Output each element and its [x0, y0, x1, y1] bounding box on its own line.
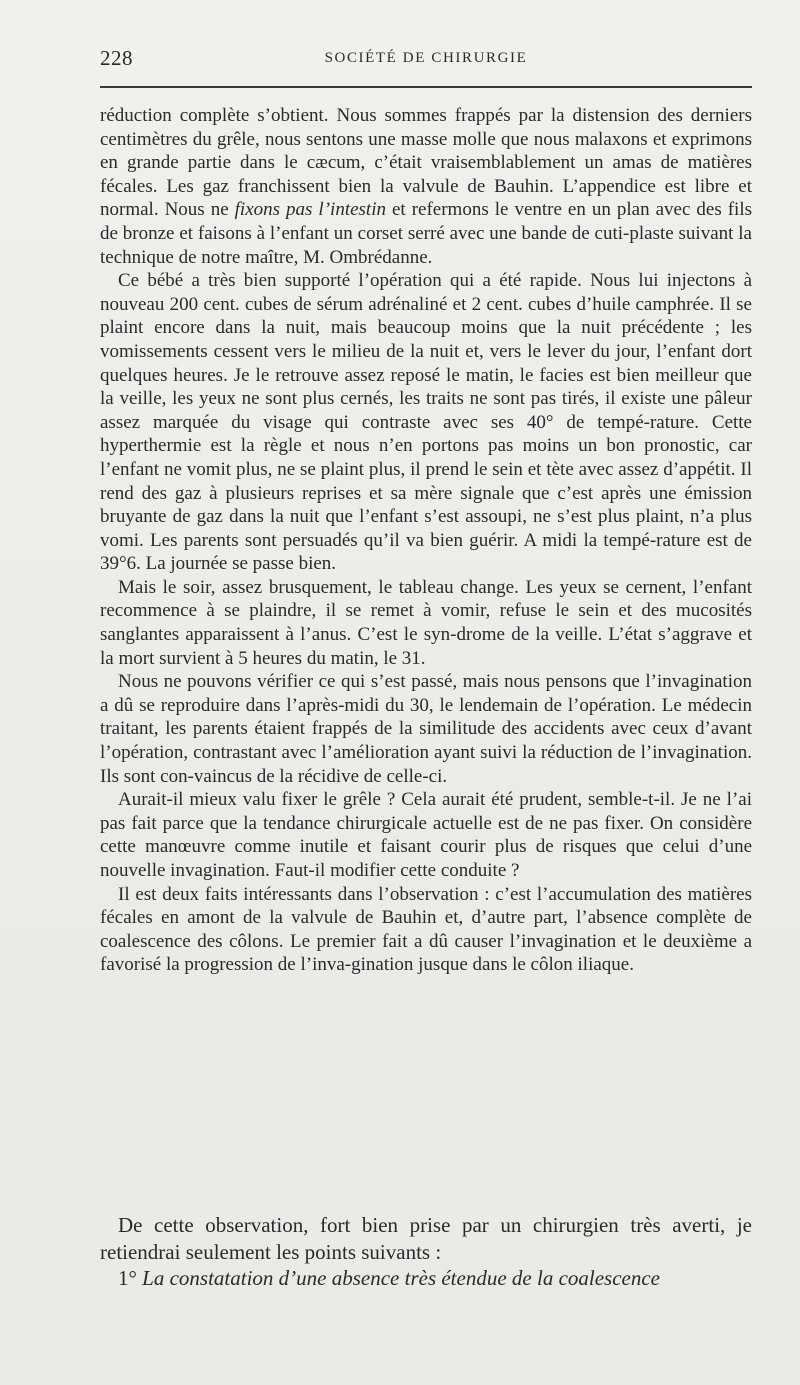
paragraph: Il est deux faits intéressants dans l’observation : c’est l’accumulation des matières fécales en amont de la valvule de Bauhin et, d’autre part, l’absence complète de coalescence des côlons. Le premier fait a dû causer l’invagination et le deuxième a favorisé la progression de l’inva-gination jusque dans le côlon iliaque. — [100, 883, 752, 976]
header-rule — [100, 86, 752, 88]
body-text — [100, 104, 752, 977]
paragraph: Aurait-il mieux valu fixer le grêle ? Cela aurait été prudent, semble-t-il. Je ne l’ai pas fait parce que la tendance chirurgicale actuelle est de ne pas fixer. On considère cette manœuvre comme inutile et faisant courir plus de risques que celui d’une nouvelle invagination. Faut-il modifier cette conduite ? — [100, 789, 752, 881]
list-number: 1° — [118, 1266, 137, 1290]
paragraph: réduction complète s’obtient. Nous sommes frappés par la distension des derniers centimètres du grêle, nous sentons une masse molle que nous malaxons et exprimons en grande partie dans le cæcum, c’était vraisemblablement un amas de matières fécales. Les gaz franchissent bien la valvule de Bauhin. L’appendice est libre et normal. Nous ne fixons pas l’intestin et refermons le ventre en un plan avec des fils de bronze et faisons à l’enfant un corset serré avec une bande de cuti-plaste suivant la technique de notre maître, M. Ombrédanne. — [100, 105, 753, 268]
running-title: SOCIÉTÉ DE CHIRURGIE — [324, 50, 528, 66]
list-item-text: La constatation d’une absence très étendue de la coalescence — [142, 1266, 660, 1290]
commentary-paragraph: De cette observation, fort bien prise par un chirurgien très averti, je retiendrai seulement les points suivants : — [100, 1213, 752, 1264]
paragraph: Ce bébé a très bien supporté l’opération qui a été rapide. Nous lui injectons à nouveau 200 cent. cubes de sérum adrénaliné et 2 cent. cubes d’huile camphrée. Il se plaint encore dans la nuit, mais beaucoup moins que la nuit précédente ; les vomissements cessent vers le milieu de la nuit et, vers le lever du jour, l’enfant dort quelques heures. Je le retrouve assez reposé le matin, le facies est bien meilleur que la veille, les yeux ne sont plus cernés, les traits ne sont pas tirés, il existe une pâleur assez marquée du visage qui contraste avec ses 40° de tempé-rature. Cette hyperthermie est la règle et nous n’en portons pas moins un bon pronostic, car l’enfant ne vomit plus, ne se plaint plus, il prend le sein et tète avec assez d’appétit. Il rend des gaz à plusieurs reprises et sa mère signale que c’est après une émission bruyante de gaz dans la nuit que l’enfant s’est assoupi, ne s’est plus plaint, n’a plus vomi. Les parents sont persuadés qu’il va bien guérir. A midi la tempé-rature est de 39°6. La journée se passe bien. — [100, 270, 752, 575]
list-item — [100, 1265, 752, 1292]
page-number: 228 — [100, 46, 133, 70]
italic-phrase: fixons pas l’intestin — [234, 199, 386, 221]
paragraph: Mais le soir, assez brusquement, le tableau change. Les yeux se cernent, l’enfant recommence à se plaindre, il se remet à vomir, refuse le sein et des mucosités sanglantes apparaissent à l’anus. C’est le syn-drome de la veille. L’état s’aggrave et la mort survient à 5 heures du matin, le 31. — [100, 576, 752, 669]
author-commentary — [100, 1212, 752, 1292]
paragraph: Nous ne pouvons vérifier ce qui s’est passé, mais nous pensons que l’invagination a dû se reproduire dans l’après-midi du 30, le lendemain de l’opération. Le médecin traitant, les parents étaient frappés de la similitude des accidents avec ceux d’avant l’opération, contrastant avec l’amélioration ayant suivi la réduction de l’invagination. Ils sont con-vaincus de la récidive de celle-ci. — [100, 671, 752, 787]
page-header — [100, 46, 752, 72]
